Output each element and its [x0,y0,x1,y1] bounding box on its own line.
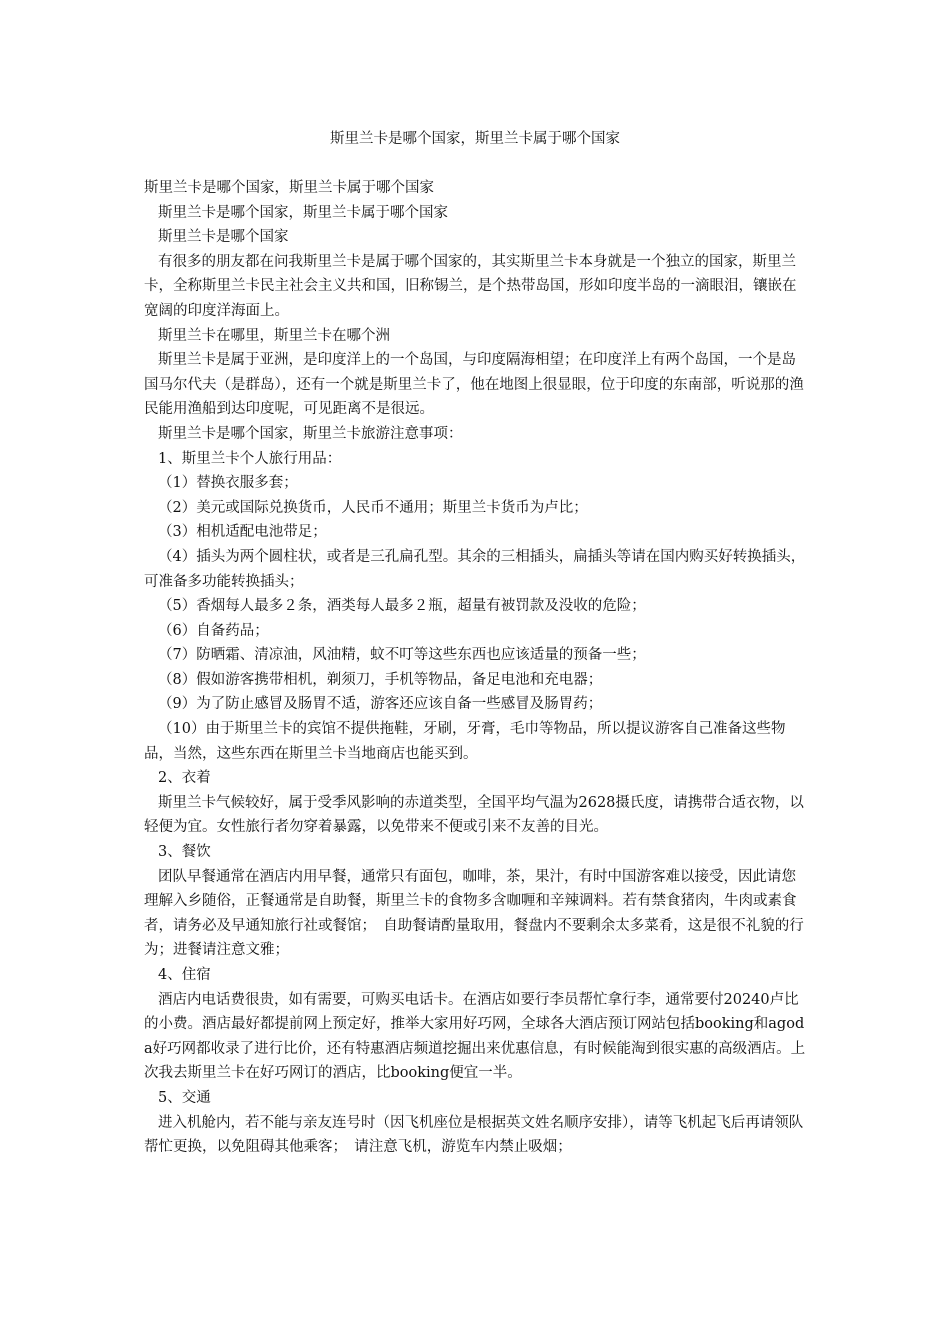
list-item: （7）防晒霜、清凉油，风油精，蚊不叮等这些东西也应该适量的预备一些； [158,647,646,664]
paragraph: 斯里兰卡是属于亚洲，是印度洋上的一个岛国，与印度隔海相望；在印度洋上有两个岛国，一个是岛国马尔代夫（是群岛），还有一个就是斯里兰卡了，他在地图上很显眼，位于印度的东南部，听说那的渔民能用渔船到达印度呢，可见距离不是很远。 [144,352,804,418]
list-item: （6）自备药品； [158,622,269,639]
list-item: （1）替换衣服多套； [158,475,298,492]
paragraph: 斯里兰卡是哪个国家，斯里兰卡旅游注意事项： [158,425,463,442]
list-item: （2）美元或国际兑换货币，人民币不通用；斯里兰卡货币为卢比； [158,499,588,516]
list-item: （4）插头为两个圆柱状，或者是三孔扁孔型。其余的三相插头，扁插头等请在国内购买好转换插头，可准备多功能转换插头； [144,548,806,590]
section-heading: 4、住宿 [158,967,211,983]
section-heading: 2、衣着 [158,770,211,787]
paragraph: 斯里兰卡是哪个国家 [158,229,289,246]
list-item: （8）假如游客携带相机，剃须刀，手机等物品，备足电池和充电器； [158,671,603,688]
paragraph: 斯里兰卡在哪里，斯里兰卡在哪个洲 [158,327,390,344]
list-item: （3）相机适配电池带足； [158,524,327,541]
paragraph: 斯里兰卡气候较好，属于受季风影响的赤道类型，全国平均气温为2628摄氏度，请携带合适衣物，以轻便为宜。女性旅行者勿穿着暴露，以免带来不便或引来不友善的目光。 [144,794,804,836]
paragraph: 斯里兰卡是哪个国家，斯里兰卡属于哪个国家 [144,180,434,196]
section-heading: 1、斯里兰卡个人旅行用品： [158,450,342,467]
paragraph: 有很多的朋友都在问我斯里兰卡是属于哪个国家的，其实斯里兰卡本身就是一个独立的国家，斯里兰卡，全称斯里兰卡民主社会主义共和国，旧称锡兰，是个热带岛国，形如印度半岛的一滴眼泪，镶嵌在宽阔的印度洋海面上。 [144,253,797,319]
list-item: （5）香烟每人最多２条，酒类每人最多２瓶，超量有被罚款及没收的危险； [158,598,646,615]
paragraph: 团队早餐通常在酒店内用早餐，通常只有面包，咖啡，茶，果汁，有时中国游客难以接受，因此请您理解入乡随俗，正餐通常是自助餐，斯里兰卡的食物多含咖喱和辛辣调料。若有禁食猪肉，牛肉或素食者，请务必及早通知旅行社或餐馆； 自助餐请酌量取用，餐盘内不要剩余太多菜肴，这是很不礼貌的行为；进餐请注意文雅； [144,868,804,959]
paragraph: 斯里兰卡是哪个国家，斯里兰卡属于哪个国家 [158,204,448,221]
list-item: （9）为了防止感冒及肠胃不适，游客还应该自备一些感冒及肠胃药； [158,696,603,713]
paragraph: 酒店内电话费很贵，如有需要，可购买电话卡。在酒店如要行李员帮忙拿行李，通常要付20240卢比的小费。酒店最好都提前网上预定好，推举大家用好巧网，全球各大酒店预订网站包括booking和agoda好巧网都收录了进行比价，还有特惠酒店频道挖掘出来优惠信息，有时候能淘到很实惠的高级酒店。上次我去斯里兰卡在好巧网订的酒店，比booking便宜一半。 [144,991,806,1082]
document-title: 斯里兰卡是哪个国家，斯里兰卡属于哪个国家 [330,131,620,147]
document-body [144,176,809,1160]
list-item: （10）由于斯里兰卡的宾馆不提供拖鞋，牙刷，牙膏，毛巾等物品，所以提议游客自己准备这些物品，当然，这些东西在斯里兰卡当地商店也能买到。 [144,721,786,762]
section-heading: 3、餐饮 [158,844,211,861]
section-heading: 5、交通 [158,1089,211,1106]
paragraph: 进入机舱内，若不能与亲友连号时（因飞机座位是根据英文姓名顺序安排），请等飞机起飞后再请领队帮忙更换，以免阻碍其他乘客； 请注意飞机，游览车内禁止吸烟； [144,1114,804,1156]
